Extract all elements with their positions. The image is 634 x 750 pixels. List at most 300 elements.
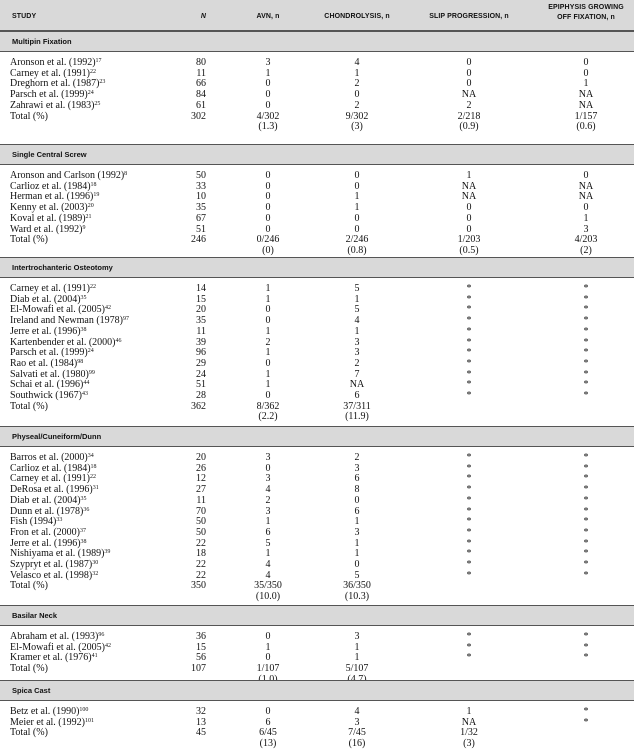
reference-number: 33: [56, 517, 63, 524]
reference-number: 101: [84, 717, 94, 724]
epiphysis-value: *: [583, 569, 589, 581]
epiphysis-value: *: [583, 494, 589, 506]
avn-value: 1: [265, 368, 271, 380]
reference-number: 22: [89, 68, 96, 75]
avn-value: 3: [265, 505, 271, 517]
avn-value: 4: [265, 569, 271, 581]
slip-progression-value: *: [466, 379, 472, 391]
chondrolysis-value: 1: [354, 641, 360, 653]
study-label: Koval et al. (1989): [10, 212, 86, 224]
total-chon-percent: (3): [351, 121, 363, 133]
chondrolysis-value: 2: [354, 78, 360, 90]
epiphysis-value: 0: [583, 202, 589, 214]
slip-progression-value: *: [466, 569, 472, 581]
epiphysis-value: *: [583, 304, 589, 316]
slip-progression-value: 0: [466, 223, 472, 235]
avn-value: 1: [265, 325, 271, 337]
avn-value: 0: [265, 652, 271, 664]
chondrolysis-value: 2: [354, 452, 360, 463]
reference-number: 41: [91, 653, 98, 660]
n-value: 20: [196, 304, 206, 316]
epiphysis-value: *: [583, 347, 589, 359]
study-label: Carlioz et al. (1984): [10, 180, 91, 192]
total-chon-percent: (0.8): [347, 244, 367, 256]
total-epi: 4/203: [574, 234, 598, 246]
reference-number: 24: [87, 348, 94, 355]
study-label: Nishiyama et al. (1989): [10, 548, 105, 560]
slip-progression-value: *: [466, 325, 472, 337]
avn-value: 0: [265, 212, 271, 224]
study-label: Jerre et al. (1996): [10, 325, 81, 337]
avn-value: 0: [265, 223, 271, 235]
chondrolysis-value: 0: [354, 170, 360, 181]
slip-progression-value: *: [466, 452, 472, 463]
slip-progression-value: *: [466, 559, 472, 570]
section-header: [0, 605, 634, 626]
slip-progression-value: *: [466, 304, 472, 316]
total-epi-percent: (0.6): [576, 121, 596, 133]
reference-number: 21: [85, 213, 92, 220]
total-n: 362: [191, 400, 206, 412]
total-slip-percent: (0.9): [459, 121, 479, 133]
reference-number: 36: [83, 506, 90, 513]
slip-progression-value: *: [466, 516, 472, 528]
avn-value: 0: [265, 390, 271, 401]
study-label: Fron et al. (2000): [10, 526, 80, 538]
total-avn: 8/362: [256, 400, 280, 412]
epiphysis-value: *: [583, 452, 589, 463]
n-value: 26: [196, 462, 206, 474]
n-value: 13: [196, 716, 206, 728]
col-header-epiphysis-line2: OFF FIXATION, n: [557, 14, 615, 21]
total-chon-percent: (11.9): [345, 411, 369, 423]
epiphysis-value: NA: [578, 180, 594, 192]
avn-value: 3: [265, 57, 271, 68]
section-title: Physeal/Cuneiform/Dunn: [12, 432, 102, 441]
chondrolysis-value: 6: [354, 473, 360, 485]
n-value: 50: [196, 170, 206, 181]
avn-value: 1: [265, 379, 271, 391]
n-value: 80: [196, 57, 206, 68]
chondrolysis-value: 0: [354, 494, 360, 506]
reference-number: 99: [88, 369, 95, 376]
section-header: [0, 680, 634, 701]
slip-progression-value: *: [466, 293, 472, 305]
avn-value: 1: [265, 641, 271, 653]
chondrolysis-value: 1: [354, 652, 360, 664]
slip-progression-value: *: [466, 473, 472, 485]
epiphysis-value: *: [583, 325, 589, 337]
n-value: 56: [196, 652, 206, 664]
epiphysis-value: 0: [583, 170, 589, 181]
total-epi: 1/157: [574, 110, 598, 122]
avn-value: 0: [265, 315, 271, 327]
slip-progression-value: *: [466, 336, 472, 348]
study-name: [10, 101, 100, 112]
slip-progression-value: *: [466, 641, 472, 653]
chondrolysis-value: 1: [354, 548, 360, 560]
table-header: [0, 0, 634, 31]
n-value: 66: [196, 78, 206, 90]
avn-value: 6: [265, 716, 271, 728]
total-label: Total (%): [10, 580, 48, 592]
total-n: 246: [191, 234, 206, 246]
total-label: Total (%): [10, 110, 48, 122]
epiphysis-value: *: [583, 473, 589, 485]
study-label: Southwick (1967): [10, 390, 82, 401]
study-label: DeRosa et al. (1996): [10, 484, 93, 496]
chondrolysis-value: 4: [354, 315, 360, 327]
study-label: Parsch et al. (1999): [10, 89, 88, 101]
avn-value: 5: [265, 537, 271, 549]
epiphysis-value: *: [583, 315, 589, 327]
reference-number: 39: [104, 549, 111, 556]
epiphysis-value: *: [583, 526, 589, 538]
total-slip-percent: (3): [463, 738, 475, 750]
slip-progression-value: 0: [466, 202, 472, 214]
n-value: 22: [196, 569, 206, 581]
reference-number: 35: [80, 495, 87, 502]
study-label: Parsch et al. (1999): [10, 347, 88, 359]
epiphysis-value: *: [583, 390, 589, 401]
col-header-epiphysis-line1: EPIPHYSIS GROWING: [548, 4, 624, 11]
total-avn-percent: (2.2): [258, 411, 278, 423]
total-chon: 9/302: [345, 110, 369, 122]
section-title: Single Central Screw: [12, 150, 87, 159]
chondrolysis-value: 1: [354, 516, 360, 528]
reference-number: 35: [80, 294, 87, 301]
avn-value: 0: [265, 304, 271, 316]
avn-value: 0: [265, 180, 271, 192]
n-value: 51: [196, 379, 206, 391]
study-label: Velasco et al. (1998): [10, 569, 93, 581]
reference-number: 23: [99, 79, 106, 86]
total-slip-percent: (0.5): [459, 244, 479, 256]
total-chon: 7/45: [348, 727, 366, 739]
n-value: 22: [196, 559, 206, 570]
n-value: 84: [196, 89, 206, 101]
chondrolysis-value: 0: [354, 559, 360, 570]
reference-number: 18: [90, 181, 97, 188]
avn-value: 3: [265, 452, 271, 463]
slip-progression-value: NA: [461, 89, 477, 101]
n-value: 35: [196, 315, 206, 327]
epiphysis-value: NA: [578, 99, 594, 111]
total-label: Total (%): [10, 727, 48, 739]
chondrolysis-value: 0: [354, 223, 360, 235]
study-label: Dreghorn et al. (1987): [10, 78, 100, 90]
n-value: 61: [196, 99, 206, 111]
epiphysis-value: *: [583, 631, 589, 642]
avn-value: 0: [265, 631, 271, 642]
chondrolysis-value: 1: [354, 537, 360, 549]
avn-value: 1: [265, 548, 271, 560]
reference-number: 42: [104, 305, 111, 312]
epiphysis-value: *: [583, 462, 589, 474]
n-value: 70: [196, 505, 206, 517]
reference-number: 96: [98, 632, 105, 638]
col-header-avn: AVN, n: [256, 13, 280, 20]
study-label: Dunn et al. (1978): [10, 505, 84, 517]
reference-number: 17: [95, 58, 102, 64]
avn-value: 1: [265, 347, 271, 359]
n-value: 35: [196, 202, 206, 214]
reference-number: 97: [123, 316, 130, 323]
study-label: Salvati et al. (1980): [10, 368, 89, 380]
slip-progression-value: *: [466, 390, 472, 401]
study-label: Carney et al. (1991): [10, 283, 90, 294]
avn-value: 0: [265, 462, 271, 474]
chondrolysis-value: 2: [354, 99, 360, 111]
section-header: [0, 31, 634, 52]
chondrolysis-value: 3: [354, 462, 360, 474]
reference-number: 24: [87, 90, 94, 97]
reference-number: 98: [77, 358, 84, 365]
chondrolysis-value: 3: [354, 526, 360, 538]
reference-number: 46: [115, 337, 122, 344]
epiphysis-value: *: [583, 505, 589, 517]
reference-number: 34: [87, 453, 94, 459]
avn-value: 4: [265, 559, 271, 570]
chondrolysis-value: NA: [349, 379, 365, 391]
reference-number: 37: [80, 527, 86, 534]
slip-progression-value: *: [466, 548, 472, 560]
n-value: 12: [196, 473, 206, 485]
epiphysis-value: *: [583, 357, 589, 369]
n-value: 50: [196, 516, 206, 528]
total-n: 302: [191, 110, 206, 122]
col-header-study: STUDY: [12, 13, 37, 20]
avn-value: 0: [265, 191, 271, 203]
epiphysis-value: *: [583, 641, 589, 653]
study-label: Aronson et al. (1992): [10, 57, 96, 68]
total-chon-percent: (16): [348, 738, 366, 750]
epiphysis-value: *: [583, 283, 589, 294]
section-title: Basilar Neck: [12, 611, 58, 620]
total-avn: 0/246: [256, 234, 280, 246]
total-chon-percent: (10.3): [344, 591, 370, 603]
n-value: 67: [196, 212, 206, 224]
n-value: 29: [196, 357, 206, 369]
study-label: Schai et al. (1996): [10, 379, 84, 391]
epiphysis-value: *: [583, 652, 589, 664]
n-value: 36: [196, 631, 206, 642]
epiphysis-value: *: [583, 706, 589, 717]
chondrolysis-value: 3: [354, 347, 360, 359]
study-label: Carney et al. (1991): [10, 67, 90, 79]
n-value: 10: [196, 191, 206, 203]
total-chon: 37/311: [343, 400, 371, 412]
n-value: 28: [196, 390, 206, 401]
slip-progression-value: NA: [461, 180, 477, 192]
total-label: Total (%): [10, 400, 48, 412]
chondrolysis-value: 2: [354, 357, 360, 369]
epiphysis-value: *: [583, 516, 589, 528]
reference-number: 44: [83, 380, 90, 387]
total-avn-percent: (13): [259, 738, 277, 750]
slip-progression-value: 2: [466, 99, 472, 111]
n-value: 15: [196, 293, 206, 305]
section-header: [0, 426, 634, 447]
study-label: Meier et al. (1992): [10, 716, 85, 728]
slip-progression-value: 0: [466, 78, 472, 90]
slip-progression-value: *: [466, 537, 472, 549]
study-label: Rao et al. (1984): [10, 357, 78, 369]
reference-number: 31: [92, 485, 99, 492]
slip-progression-value: 0: [466, 57, 472, 68]
avn-value: 1: [265, 293, 271, 305]
total-chon: 2/246: [345, 234, 369, 246]
epiphysis-value: *: [583, 293, 589, 305]
epiphysis-value: *: [583, 559, 589, 570]
reference-number: 9: [82, 224, 86, 231]
section-title: Multipin Fixation: [12, 37, 72, 46]
epiphysis-value: 0: [583, 67, 589, 79]
reference-number: 25: [94, 100, 101, 107]
epiphysis-value: *: [583, 548, 589, 560]
n-value: 11: [196, 67, 206, 79]
chondrolysis-value: 1: [354, 293, 360, 305]
chondrolysis-value: 1: [354, 191, 360, 203]
epiphysis-value: *: [583, 537, 589, 549]
epiphysis-value: 0: [583, 57, 589, 68]
study-label: Szypryt et al. (1987): [10, 559, 93, 570]
total-avn-percent: (10.0): [255, 591, 281, 603]
slip-progression-value: *: [466, 484, 472, 496]
total-chon: 36/350: [343, 580, 371, 592]
epiphysis-value: *: [583, 368, 589, 380]
reference-number: 22: [89, 284, 96, 290]
col-header-n: N: [200, 13, 206, 20]
total-avn: 35/350: [254, 580, 282, 592]
slip-progression-value: *: [466, 315, 472, 327]
study-label: El-Mowafi et al. (2005): [10, 641, 105, 653]
total-avn: 4/302: [256, 110, 280, 122]
slip-progression-value: NA: [461, 716, 477, 728]
avn-value: 2: [265, 494, 271, 506]
chondrolysis-value: 1: [354, 202, 360, 214]
study-label: Jerre et al. (1996): [10, 537, 81, 549]
chondrolysis-value: 0: [354, 89, 360, 101]
slip-progression-value: *: [466, 283, 472, 294]
study-label: Betz et al. (1990): [10, 706, 80, 717]
total-slip: 1/32: [460, 727, 478, 739]
slip-progression-value: 1: [466, 706, 472, 717]
avn-value: 2: [265, 336, 271, 348]
slip-progression-value: 0: [466, 67, 472, 79]
slip-progression-value: *: [466, 347, 472, 359]
study-label: Carlioz et al. (1984): [10, 462, 91, 474]
total-label: Total (%): [10, 234, 48, 246]
avn-value: 0: [265, 706, 271, 717]
n-value: 33: [196, 180, 206, 192]
total-n: 107: [191, 663, 206, 675]
n-value: 18: [196, 548, 206, 560]
slip-progression-value: *: [466, 505, 472, 517]
n-value: 14: [196, 283, 206, 294]
chondrolysis-value: 6: [354, 390, 360, 401]
epiphysis-value: NA: [578, 191, 594, 203]
avn-value: 0: [265, 89, 271, 101]
total-n: 350: [191, 580, 206, 592]
n-value: 15: [196, 641, 206, 653]
chondrolysis-value: 8: [354, 484, 360, 496]
avn-value: 1: [265, 516, 271, 528]
study-label: Ireland and Newman (1978): [10, 315, 124, 327]
slip-progression-value: *: [466, 526, 472, 538]
chondrolysis-value: 5: [354, 283, 360, 294]
avn-value: 0: [265, 78, 271, 90]
slip-progression-value: NA: [461, 191, 477, 203]
total-slip: 2/218: [457, 110, 481, 122]
study-label: Herman et al. (1996): [10, 191, 94, 203]
avn-value: 6: [265, 526, 271, 538]
epiphysis-value: 1: [583, 78, 589, 90]
total-label: Total (%): [10, 663, 48, 675]
chondrolysis-value: 0: [354, 180, 360, 192]
study-label: Carney et al. (1991): [10, 473, 90, 485]
slip-progression-value: 1: [466, 170, 472, 181]
total-avn-percent: (1.3): [258, 121, 278, 133]
slip-progression-value: *: [466, 462, 472, 474]
study-label: Ward et al. (1992): [10, 223, 83, 235]
slip-progression-value: *: [466, 494, 472, 506]
n-value: 39: [196, 336, 206, 348]
avn-value: 4: [265, 484, 271, 496]
chondrolysis-value: 7: [354, 368, 360, 380]
chondrolysis-value: 4: [354, 706, 360, 717]
slip-progression-value: 0: [466, 212, 472, 224]
avn-value: 1: [265, 283, 271, 294]
chondrolysis-value: 3: [354, 716, 360, 728]
epiphysis-value: *: [583, 484, 589, 496]
n-value: 20: [196, 452, 206, 463]
chondrolysis-value: 4: [354, 57, 360, 68]
reference-number: 100: [79, 707, 89, 713]
total-avn: 1/107: [256, 663, 280, 675]
avn-value: 3: [265, 473, 271, 485]
chondrolysis-value: 0: [354, 212, 360, 224]
epiphysis-value: *: [583, 716, 589, 728]
avn-value: 0: [265, 99, 271, 111]
total-n: 45: [196, 727, 206, 739]
reference-number: 43: [81, 391, 88, 397]
slip-progression-value: *: [466, 631, 472, 642]
study-label: Aronson and Carlson (1992): [10, 170, 125, 181]
reference-number: 38: [80, 538, 87, 545]
chondrolysis-value: 1: [354, 325, 360, 337]
study-label: Zahrawi et al. (1983): [10, 99, 95, 111]
epiphysis-value: *: [583, 336, 589, 348]
epiphysis-value: NA: [578, 89, 594, 101]
avn-value: 1: [265, 67, 271, 79]
n-value: 24: [196, 368, 206, 380]
n-value: 22: [196, 537, 206, 549]
reference-number: 20: [87, 203, 94, 210]
chondrolysis-value: 3: [354, 336, 360, 348]
avn-value: 0: [265, 357, 271, 369]
n-value: 51: [196, 223, 206, 235]
total-epi-percent: (2): [580, 244, 592, 256]
chondrolysis-value: 1: [354, 67, 360, 79]
study-label: Barros et al. (2000): [10, 452, 88, 463]
avn-value: 0: [265, 202, 271, 214]
study-label: Abraham et al. (1993): [10, 631, 99, 642]
n-value: 96: [196, 347, 206, 359]
total-slip: 1/203: [457, 234, 481, 246]
slip-progression-value: *: [466, 357, 472, 369]
total-chon: 5/107: [345, 663, 369, 675]
